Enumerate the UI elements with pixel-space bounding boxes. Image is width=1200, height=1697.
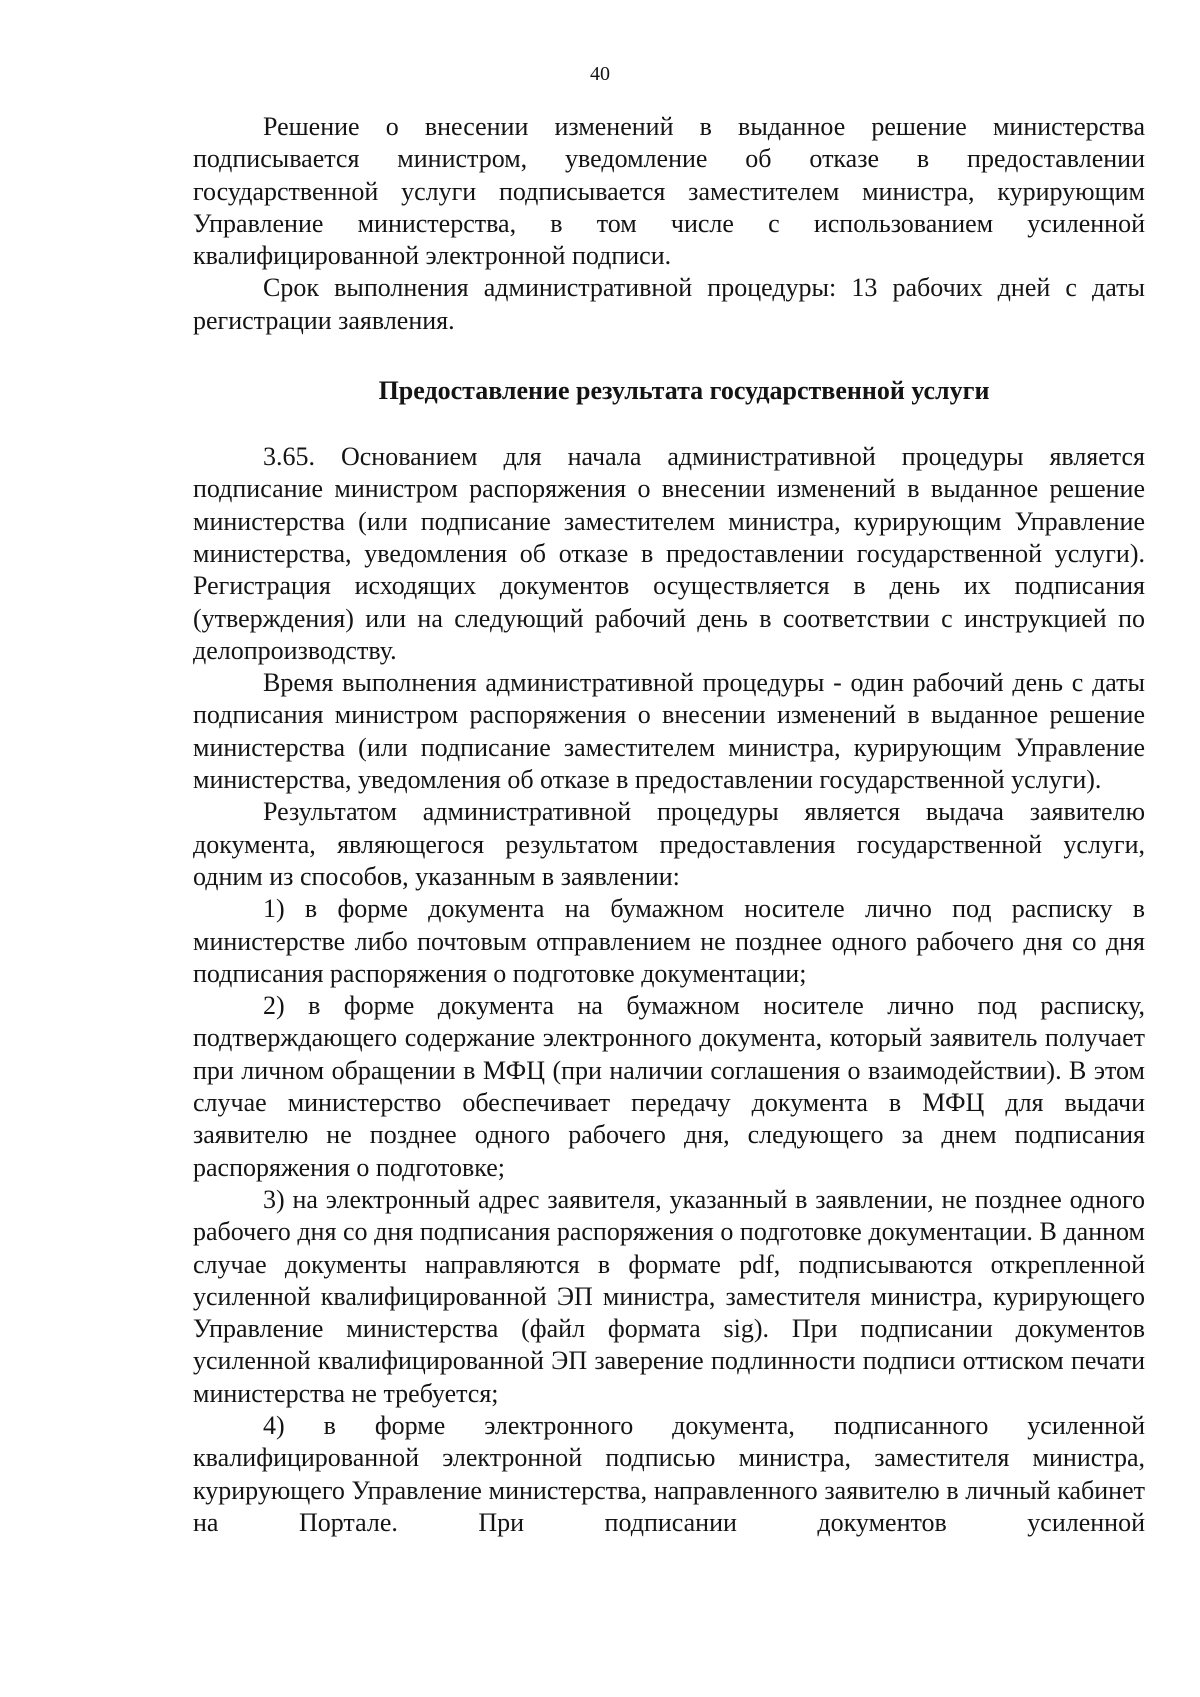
- document-body: [193, 111, 1145, 1539]
- section-heading: Предоставление результата государственной услуги: [378, 376, 990, 406]
- page-number: 40: [590, 63, 610, 85]
- paragraph: Время выполнения административной процедуры - один рабочий день с даты подписания министром распоряжения о внесении изменений в выданное решение министерства (или подписание заместителем министра, курирующим Управление министерства, уведомления об отказе в предоставлении государственной услуги).: [193, 668, 1145, 795]
- list-item: 2) в форме документа на бумажном носителе лично под расписку, подтверждающего содержание электронного документа, который заявитель получает при личном обращении в МФЦ (при наличии соглашения о взаимодействии). В этом случае министерство обеспечивает передачу документа в МФЦ для выдачи заявителю не позднее одного рабочего дня, следующего за днем подписания распоряжения о подготовке;: [193, 991, 1145, 1182]
- paragraph: Срок выполнения административной процедуры: 13 рабочих дней с даты регистрации заявления.: [193, 273, 1145, 335]
- list-item: 3) на электронный адрес заявителя, указанный в заявлении, не позднее одного рабочего дня со дня подписания распоряжения о подготовке документации. В данном случае документы направляются в формате pdf, подписываются открепленной усиленной квалифицированной ЭП министра, заместителя министра, курирующего Управление министерства (файл формата sig). При подписании документов усиленной квалифицированной ЭП заверение подлинности подписи оттиском печати министерства не требуется;: [193, 1184, 1145, 1408]
- paragraph: Решение о внесении изменений в выданное решение министерства подписывается министром, уведомление об отказе в предоставлении государственной услуги подписывается заместителем министра, курирующим Управление министерства, в том числе с использованием усиленной квалифицированной электронной подписи.: [193, 112, 1145, 271]
- paragraph: 3.65. Основанием для начала административной процедуры является подписание министром распоряжения о внесении изменений в выданное решение министерства (или подписание заместителем министра, курирующим Управление министерства, уведомления об отказе в предоставлении государственной услуги). Регистрация исходящих документов осуществляется в день их подписания (утверждения) или на следующий рабочий день в соответствии с инструкцией по делопроизводству.: [193, 442, 1145, 665]
- list-item: 4) в форме электронного документа, подписанного усиленной квалифицированной электронной подписью министра, заместителя министра, курирующего Управление министерства, направленного заявителю в личный кабинет на Портале. При подписании документов усиленной: [193, 1410, 1145, 1537]
- paragraph: Результатом административной процедуры является выдача заявителю документа, являющегося результатом предоставления государственной услуги, одним из способов, указанным в заявлении:: [193, 797, 1145, 891]
- list-item: 1) в форме документа на бумажном носителе лично под расписку в министерстве либо почтовым отправлением не позднее одного рабочего дня со дня подписания распоряжения о подготовке документации;: [193, 894, 1145, 988]
